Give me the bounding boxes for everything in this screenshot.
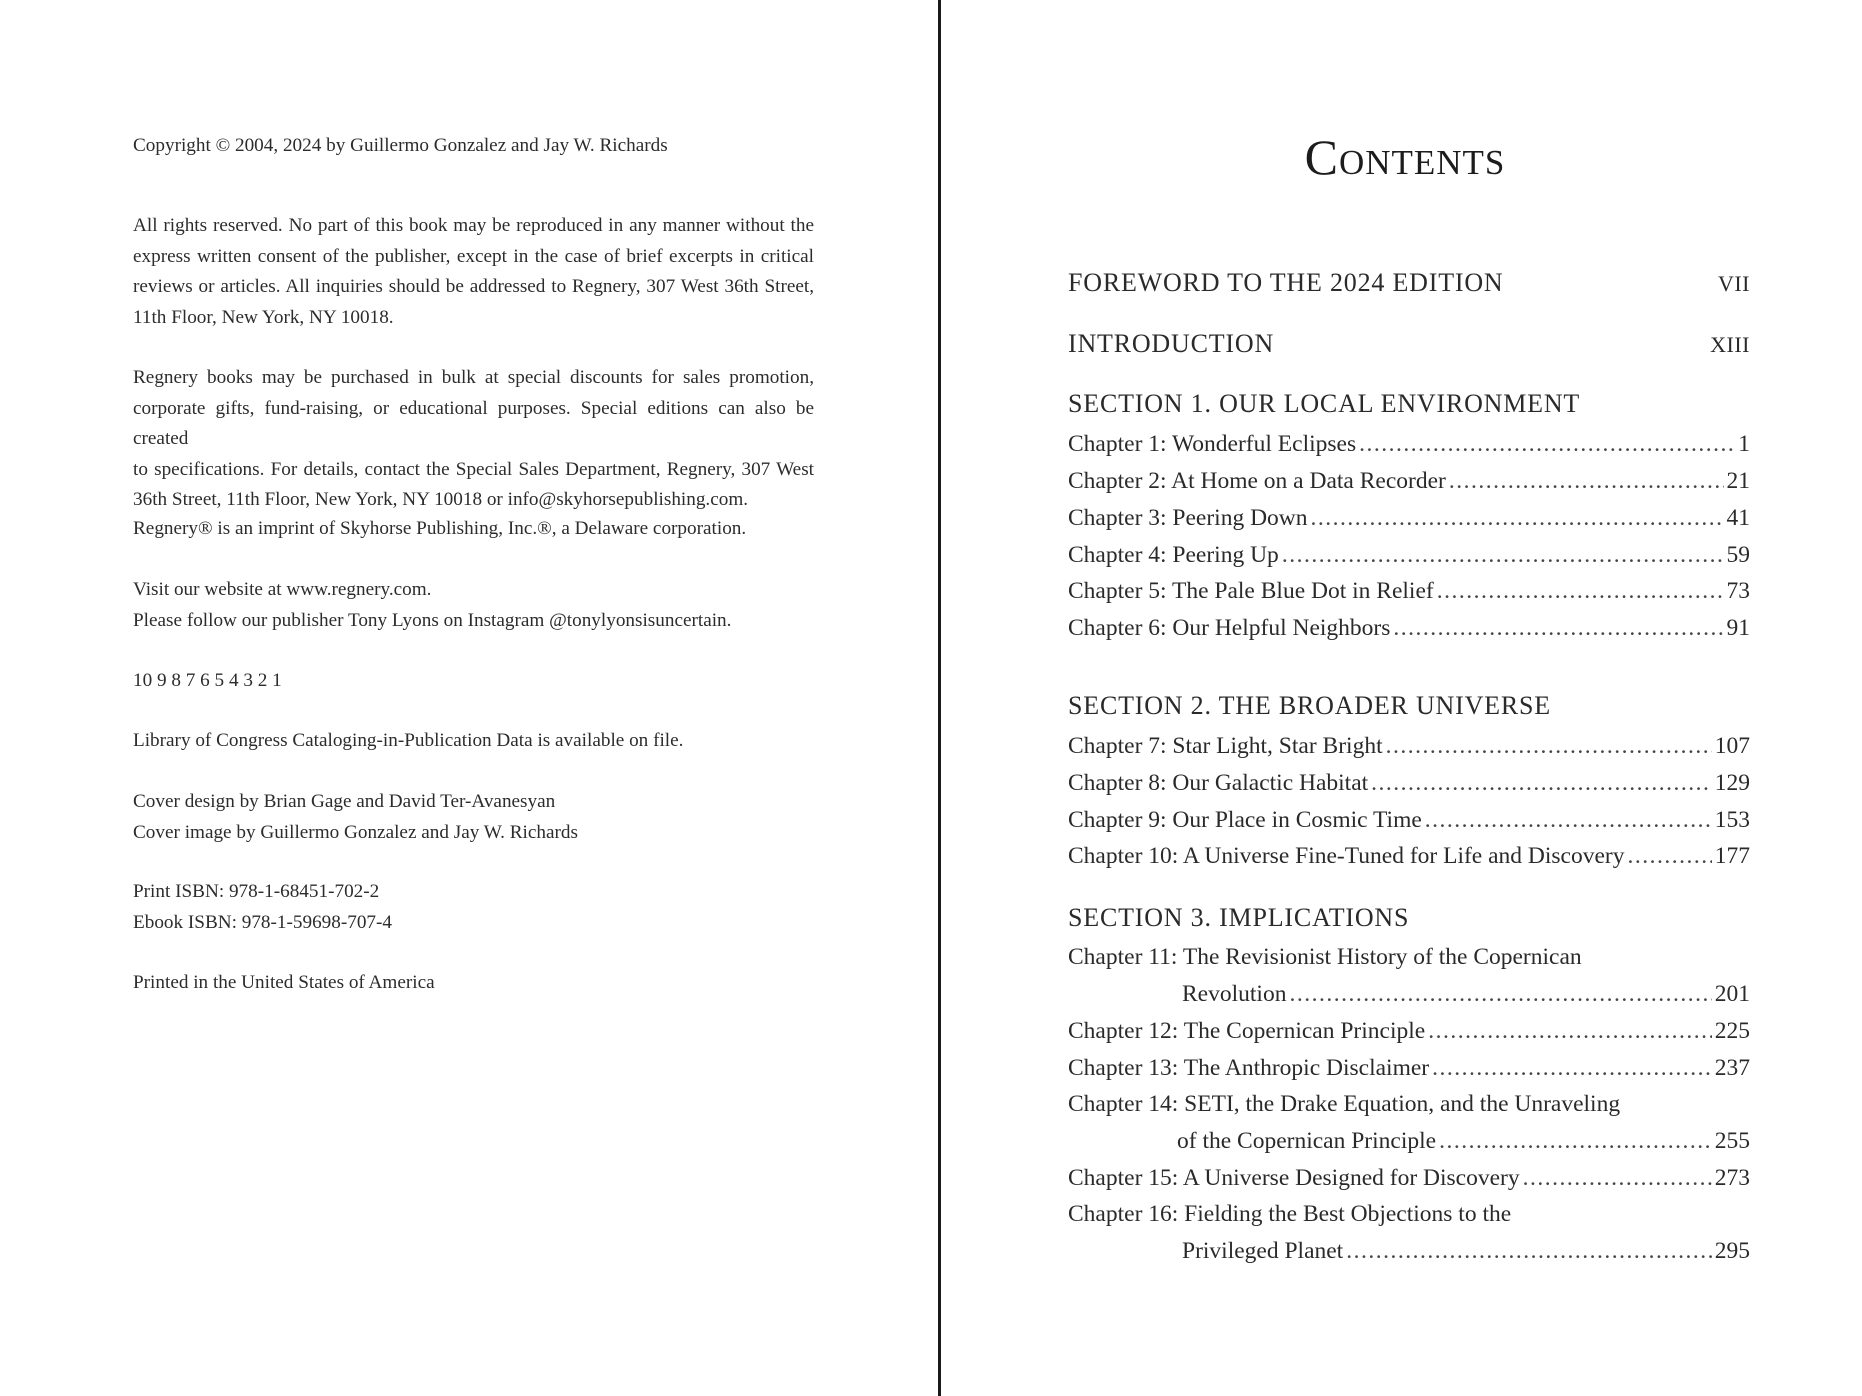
chapter-page: 1 bbox=[1738, 431, 1750, 457]
website-line: Visit our website at www.regnery.com. bbox=[133, 579, 432, 600]
dot-leader bbox=[1289, 981, 1711, 1008]
instagram-line: Please follow our publisher Tony Lyons on Instagram @tonylyonsisuncertain. bbox=[133, 609, 732, 631]
chapter-page: 73 bbox=[1726, 578, 1750, 604]
rights-line: reviews or articles. All inquiries should be addressed to Regnery, 307 West 36th Street, bbox=[133, 276, 814, 297]
chapter-title: Chapter 14: SETI, the Drake Equation, and the Unraveling bbox=[1068, 1091, 1621, 1117]
dot-leader bbox=[1628, 843, 1712, 870]
dot-leader bbox=[1393, 615, 1723, 642]
bulk-line: Regnery books may be purchased in bulk at special discounts for sales promotion, bbox=[133, 367, 814, 388]
chapter-title: Chapter 12: The Copernican Principle bbox=[1068, 1018, 1426, 1044]
toc-chapter-entry[interactable] bbox=[1068, 505, 1750, 532]
chapter-title: Chapter 9: Our Place in Cosmic Time bbox=[1068, 807, 1422, 833]
dot-leader bbox=[1371, 770, 1712, 797]
website-block bbox=[133, 575, 814, 636]
printed-in-notice bbox=[133, 968, 814, 999]
toc-chapter-entry[interactable] bbox=[1068, 807, 1750, 834]
chapter-page: 59 bbox=[1726, 542, 1750, 568]
dot-leader bbox=[1386, 733, 1712, 760]
toc-chapter-entry[interactable] bbox=[1068, 843, 1750, 870]
toc-chapter-entry[interactable] bbox=[1068, 542, 1750, 569]
toc-chapter-entry[interactable] bbox=[1068, 1055, 1750, 1082]
introduction-page: XIII bbox=[1710, 332, 1750, 357]
chapter-title-continuation: Privileged Planet bbox=[1182, 1238, 1344, 1264]
chapter-page: 255 bbox=[1714, 1128, 1750, 1154]
chapter-page: 153 bbox=[1714, 807, 1750, 833]
toc-chapter-continuation[interactable] bbox=[1182, 1238, 1750, 1265]
toc-chapter-entry[interactable] bbox=[1068, 1165, 1750, 1192]
toc-foreword-entry[interactable] bbox=[1068, 268, 1750, 298]
section-heading: SECTION 2. THE BROADER UNIVERSE bbox=[1068, 691, 1551, 720]
dot-leader bbox=[1432, 1055, 1712, 1082]
chapter-page: 295 bbox=[1714, 1238, 1750, 1264]
chapter-title: Chapter 7: Star Light, Star Bright bbox=[1068, 733, 1383, 759]
chapter-title: Chapter 3: Peering Down bbox=[1068, 505, 1308, 531]
rights-paragraph bbox=[133, 211, 814, 333]
introduction-label: INTRODUCTION bbox=[1068, 329, 1275, 358]
ebook-isbn-line: Ebook ISBN: 978-1-59698-707-4 bbox=[133, 911, 393, 933]
dot-leader bbox=[1311, 505, 1724, 532]
printing-number-line: 10 9 8 7 6 5 4 3 2 1 bbox=[133, 670, 282, 691]
toc-chapter-entry[interactable] bbox=[1068, 733, 1750, 760]
chapter-page: 129 bbox=[1714, 770, 1750, 796]
toc-chapter-continuation[interactable] bbox=[1182, 981, 1750, 1008]
chapter-title: Chapter 2: At Home on a Data Recorder bbox=[1068, 468, 1446, 494]
chapter-page: 237 bbox=[1714, 1055, 1750, 1081]
copyright-line: Copyright © 2004, 2024 by Guillermo Gonzalez and Jay W. Richards bbox=[133, 135, 668, 156]
cover-design-line: Cover design by Brian Gage and David Ter-Avanesyan bbox=[133, 791, 556, 812]
toc-chapter-entry[interactable] bbox=[1068, 468, 1750, 495]
rights-line: express written consent of the publisher, except in the case of brief excerpts in critical bbox=[133, 245, 814, 267]
loc-line: Library of Congress Cataloging-in-Publication Data is available on file. bbox=[133, 730, 684, 751]
chapter-page: 225 bbox=[1714, 1018, 1750, 1044]
dot-leader bbox=[1523, 1165, 1712, 1192]
cover-credits bbox=[133, 787, 814, 848]
chapter-page: 177 bbox=[1714, 843, 1750, 869]
rights-line: All rights reserved. No part of this book may be reproduced in any manner without the bbox=[133, 215, 814, 236]
imprint-line: Regnery® is an imprint of Skyhorse Publishing, Inc.®, a Delaware corporation. bbox=[133, 518, 747, 539]
bulk-line: to specifications. For details, contact the Special Sales Department, Regnery, 307 West bbox=[133, 458, 814, 480]
section-heading: SECTION 3. IMPLICATIONS bbox=[1068, 903, 1410, 932]
chapter-title: Chapter 15: A Universe Designed for Discovery bbox=[1068, 1165, 1520, 1191]
chapter-title: Chapter 5: The Pale Blue Dot in Relief bbox=[1068, 578, 1434, 604]
section-heading: SECTION 1. OUR LOCAL ENVIRONMENT bbox=[1068, 389, 1581, 418]
toc-chapter-entry[interactable] bbox=[1068, 770, 1750, 797]
bulk-sales-paragraph bbox=[133, 363, 814, 516]
toc-chapter-entry[interactable] bbox=[1068, 578, 1750, 605]
bulk-line: 36th Street, 11th Floor, New York, NY 10018 or info@skyhorsepublishing.com. bbox=[133, 489, 749, 510]
contents-title: Contents bbox=[1304, 129, 1506, 185]
dot-leader bbox=[1346, 1238, 1712, 1265]
dot-leader bbox=[1439, 1128, 1712, 1155]
chapter-page: 21 bbox=[1726, 468, 1750, 494]
imprint-notice bbox=[133, 514, 814, 545]
toc-chapter-entry[interactable] bbox=[1068, 615, 1750, 642]
chapter-title-continuation: of the Copernican Principle bbox=[1177, 1128, 1437, 1154]
toc-chapter-continuation[interactable] bbox=[1177, 1128, 1750, 1155]
chapter-page: 91 bbox=[1726, 615, 1750, 641]
foreword-page: VII bbox=[1717, 271, 1750, 296]
chapter-page: 41 bbox=[1726, 505, 1750, 531]
chapter-title: Chapter 10: A Universe Fine-Tuned for Life and Discovery bbox=[1068, 843, 1625, 869]
chapter-title-continuation: Revolution bbox=[1182, 981, 1287, 1007]
dot-leader bbox=[1359, 431, 1735, 458]
chapter-title: Chapter 8: Our Galactic Habitat bbox=[1068, 770, 1369, 796]
dot-leader bbox=[1449, 468, 1724, 495]
cover-image-line: Cover image by Guillermo Gonzalez and Jay W. Richards bbox=[133, 821, 578, 843]
gutter-divider bbox=[938, 0, 941, 1396]
bulk-line: corporate gifts, fund-raising, or educational purposes. Special editions can also be created bbox=[133, 397, 814, 449]
printed-in-line: Printed in the United States of America bbox=[133, 972, 435, 993]
toc-chapter-entry[interactable] bbox=[1068, 944, 1750, 971]
loc-notice bbox=[133, 726, 814, 757]
dot-leader bbox=[1282, 542, 1724, 569]
toc-chapter-entry[interactable] bbox=[1068, 1201, 1750, 1228]
chapter-page: 273 bbox=[1714, 1165, 1750, 1191]
toc-introduction-entry[interactable] bbox=[1068, 329, 1750, 359]
chapter-title: Chapter 16: Fielding the Best Objections to the bbox=[1068, 1201, 1512, 1227]
print-isbn-line: Print ISBN: 978-1-68451-702-2 bbox=[133, 881, 380, 902]
dot-leader bbox=[1437, 578, 1724, 605]
chapter-page: 107 bbox=[1714, 733, 1750, 759]
toc-chapter-entry[interactable] bbox=[1068, 431, 1750, 458]
toc-chapter-entry[interactable] bbox=[1068, 1018, 1750, 1045]
toc-chapter-entry[interactable] bbox=[1068, 1091, 1750, 1118]
dot-leader bbox=[1428, 1018, 1712, 1045]
foreword-label: FOREWORD TO THE 2024 EDITION bbox=[1068, 268, 1504, 297]
chapter-title: Chapter 13: The Anthropic Disclaimer bbox=[1068, 1055, 1430, 1081]
printing-line bbox=[133, 666, 814, 697]
chapter-title: Chapter 6: Our Helpful Neighbors bbox=[1068, 615, 1391, 641]
dot-leader bbox=[1425, 807, 1712, 834]
rights-line: 11th Floor, New York, NY 10018. bbox=[133, 306, 394, 328]
chapter-page: 201 bbox=[1714, 981, 1750, 1007]
chapter-title: Chapter 1: Wonderful Eclipses bbox=[1068, 431, 1357, 457]
isbn-block bbox=[133, 877, 814, 938]
chapter-title: Chapter 11: The Revisionist History of the Copernican bbox=[1068, 944, 1582, 970]
chapter-title: Chapter 4: Peering Up bbox=[1068, 542, 1279, 568]
